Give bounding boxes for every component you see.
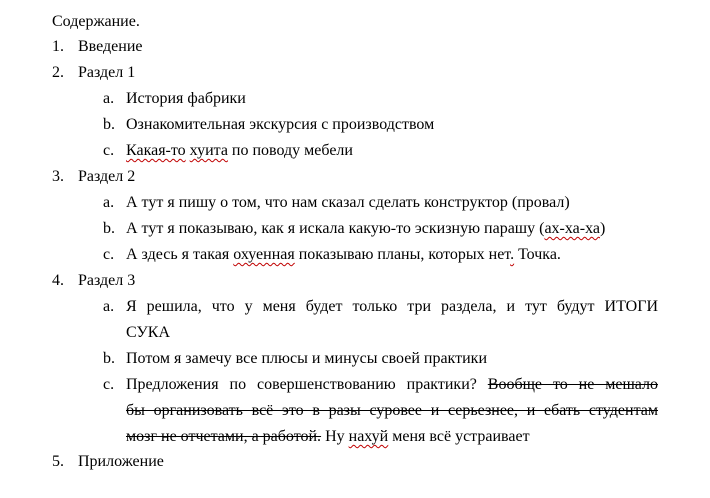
item-text-line: Я решила, что у меня будет только три раздела, и тут будут ИТОГИ <box>126 298 658 315</box>
item-text-part: Предложения по совершенствованию практики? <box>126 376 488 393</box>
item-text-line <box>126 427 530 447</box>
section-number: 1. <box>52 38 64 55</box>
item-text: Ознакомительная экскурсия с производством <box>126 116 435 133</box>
spellcheck-word: нахуй <box>348 428 389 445</box>
item-letter: a. <box>103 194 115 211</box>
section-label: Раздел 2 <box>78 168 136 185</box>
spellcheck-word: ах-ха-ха <box>544 220 600 237</box>
item-text-part: меня всё устраивает <box>388 428 530 445</box>
item-text-line: СУКА <box>126 324 171 341</box>
item-letter: c. <box>103 376 115 393</box>
section-number: 2. <box>52 64 64 81</box>
section-label: Раздел 3 <box>78 272 136 289</box>
section-label: Введение <box>78 38 143 55</box>
section-label: Приложение <box>78 453 164 470</box>
item-text-part: А здесь я такая <box>126 246 234 263</box>
struck-text: мозг не отчетами, а работой. <box>126 428 322 445</box>
item-text-part: Ну <box>321 428 349 445</box>
item-text <box>126 219 605 239</box>
item-text <box>126 245 561 265</box>
item-letter: b. <box>103 220 115 237</box>
item-text-rest: по поводу мебели <box>227 142 353 159</box>
section-number: 3. <box>52 168 64 185</box>
struck-text: Вообще то не мешало <box>487 376 658 393</box>
section-number: 5. <box>52 453 64 470</box>
item-text <box>126 141 353 161</box>
item-text: История фабрики <box>126 90 246 107</box>
item-letter: c. <box>103 246 115 263</box>
item-letter: c. <box>103 142 115 159</box>
item-text: А тут я пишу о том, что нам сказал сделать конструктор (провал) <box>126 194 570 211</box>
item-text: Потом я замечу все плюсы и минусы своей практики <box>126 350 487 367</box>
item-letter: b. <box>103 350 115 367</box>
spellcheck-word: хуита <box>189 142 228 159</box>
contents-title: Содержание. <box>52 13 140 30</box>
spellcheck-word: Какая-то <box>126 142 186 159</box>
item-text-part: показываю планы, которых нет <box>294 246 511 263</box>
item-letter: a. <box>103 298 115 315</box>
struck-text: бы организовать всё это в разы суровее и серьезнее, и ебать студентам <box>126 402 658 419</box>
item-letter: a. <box>103 90 115 107</box>
item-letter: b. <box>103 116 115 133</box>
item-text-part: Точка. <box>514 246 561 263</box>
section-label: Раздел 1 <box>78 64 136 81</box>
item-text-line <box>126 375 658 395</box>
spellcheck-word: охуенная <box>233 246 295 263</box>
spellcheck-mark: . <box>510 246 515 263</box>
item-text-part: ) <box>599 220 606 237</box>
item-text-part: А тут я показываю, как я искала какую-то эскизную парашу ( <box>126 220 545 237</box>
section-number: 4. <box>52 272 64 289</box>
